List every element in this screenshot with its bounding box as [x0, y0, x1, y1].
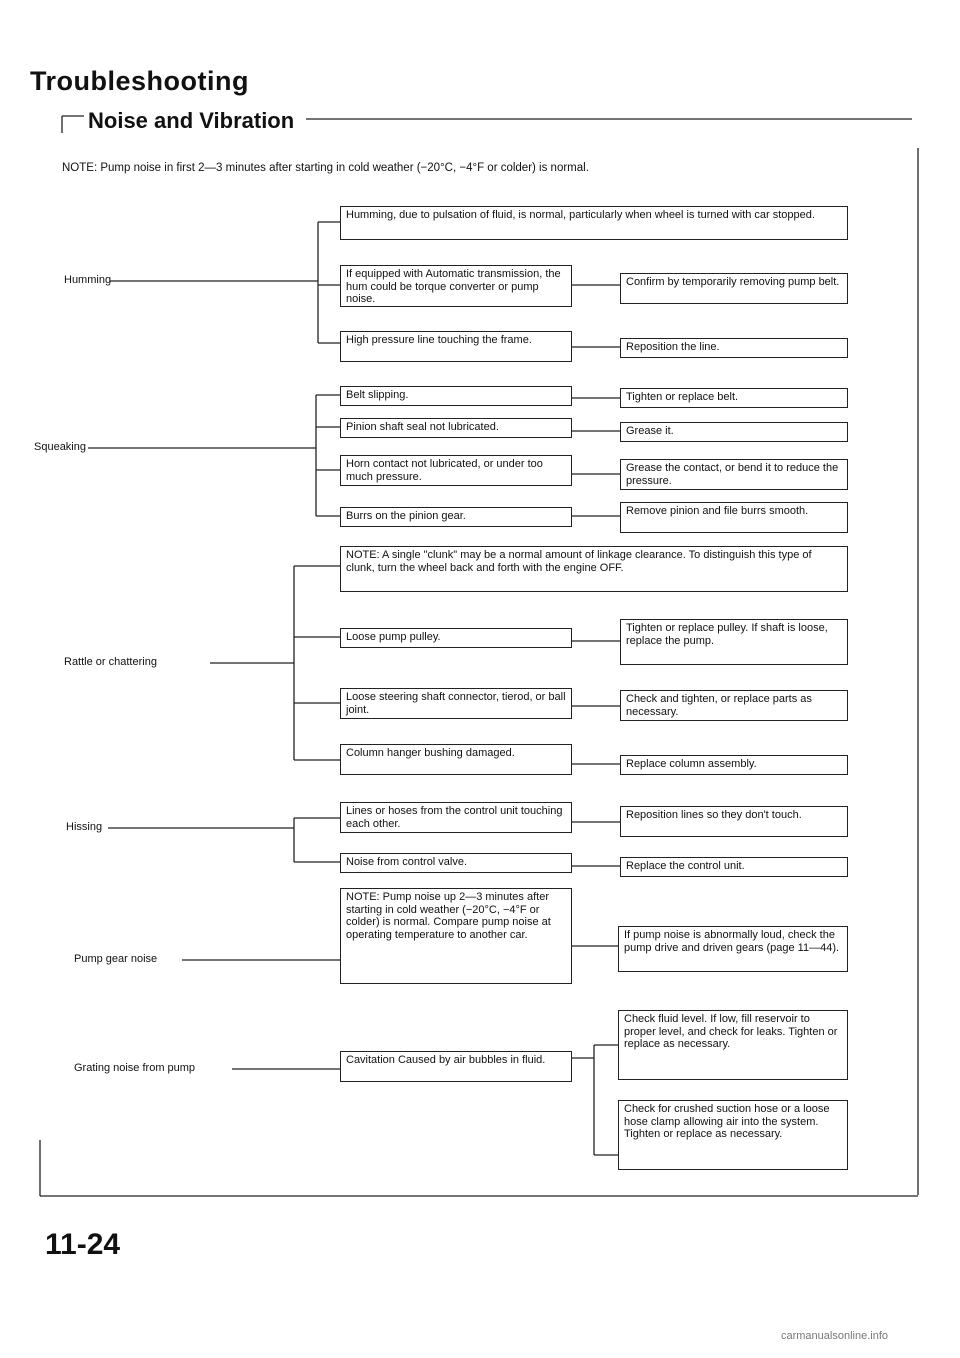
humming-cause-auto-trans: If equipped with Automatic transmission, the hum could be torque converter or pump noise.	[340, 265, 572, 307]
squeaking-cause-belt: Belt slipping.	[340, 386, 572, 406]
category-pump-gear-noise: Pump gear noise	[74, 953, 158, 965]
grating-fix-suction-hose: Check for crushed suction hose or a loose hose clamp allowing air into the system. Tighten or replace as necessary.	[618, 1100, 848, 1170]
category-rattle: Rattle or chattering	[64, 656, 157, 668]
humming-fix-reposition-line: Reposition the line.	[620, 338, 848, 358]
category-grating-noise: Grating noise from pump	[74, 1062, 196, 1074]
rattle-cause-shaft-connector: Loose steering shaft connector, tierod, or ball joint.	[340, 688, 572, 719]
pump-gear-fix-box: If pump noise is abnormally loud, check the pump drive and driven gears (page 11—44).	[618, 926, 848, 972]
squeaking-cause-pinion-seal: Pinion shaft seal not lubricated.	[340, 418, 572, 438]
rattle-cause-pump-pulley: Loose pump pulley.	[340, 628, 572, 648]
humming-note-box: Humming, due to pulsation of fluid, is normal, particularly when wheel is turned with car stopped.	[340, 206, 848, 240]
category-hissing: Hissing	[66, 821, 103, 833]
squeaking-fix-burrs: Remove pinion and file burrs smooth.	[620, 502, 848, 533]
squeaking-cause-horn-contact: Horn contact not lubricated, or under too much pressure.	[340, 455, 572, 486]
rattle-fix-pump-pulley: Tighten or replace pulley. If shaft is loose, replace the pump.	[620, 619, 848, 665]
squeaking-cause-burrs: Burrs on the pinion gear.	[340, 507, 572, 527]
hissing-fix-reposition-lines: Reposition lines so they don't touch.	[620, 806, 848, 837]
hissing-cause-lines-touching: Lines or hoses from the control unit touching each other.	[340, 802, 572, 833]
page-title: Troubleshooting	[30, 66, 249, 96]
squeaking-fix-horn-contact: Grease the contact, or bend it to reduce the pressure.	[620, 459, 848, 490]
cold-weather-note: NOTE: Pump noise in first 2—3 minutes after starting in cold weather (−20°C, −4°F or colder) is normal.	[62, 162, 589, 174]
rattle-note-box: NOTE: A single "clunk" may be a normal amount of linkage clearance. To distinguish this type of clunk, turn the wheel back and forth with the engine OFF.	[340, 546, 848, 592]
squeaking-fix-belt: Tighten or replace belt.	[620, 388, 848, 408]
rattle-fix-shaft-connector: Check and tighten, or replace parts as necessary.	[620, 690, 848, 721]
rattle-fix-column-assembly: Replace column assembly.	[620, 755, 848, 775]
humming-cause-high-pressure-line: High pressure line touching the frame.	[340, 331, 572, 362]
pump-gear-note-box: NOTE: Pump noise up 2—3 minutes after starting in cold weather (−20°C, −4°F or colder) is normal. Compare pump noise at operating temperature to another car.	[340, 888, 572, 984]
hissing-fix-control-unit: Replace the control unit.	[620, 857, 848, 877]
humming-fix-remove-belt: Confirm by temporarily removing pump belt.	[620, 273, 848, 304]
category-squeaking: Squeaking	[34, 441, 86, 453]
grating-fix-fluid-level: Check fluid level. If low, fill reservoir to proper level, and check for leaks. Tighten or replace as necessary.	[618, 1010, 848, 1080]
category-humming: Humming	[64, 274, 112, 286]
squeaking-fix-grease: Grease it.	[620, 422, 848, 442]
section-title: Noise and Vibration	[88, 108, 295, 133]
rattle-cause-column-bushing: Column hanger bushing damaged.	[340, 744, 572, 775]
hissing-cause-control-valve: Noise from control valve.	[340, 853, 572, 873]
page-number: 11-24	[45, 1228, 121, 1261]
grating-cause-cavitation: Cavitation Caused by air bubbles in fluid.	[340, 1051, 572, 1082]
watermark: carmanualsonline.info	[780, 1330, 888, 1342]
